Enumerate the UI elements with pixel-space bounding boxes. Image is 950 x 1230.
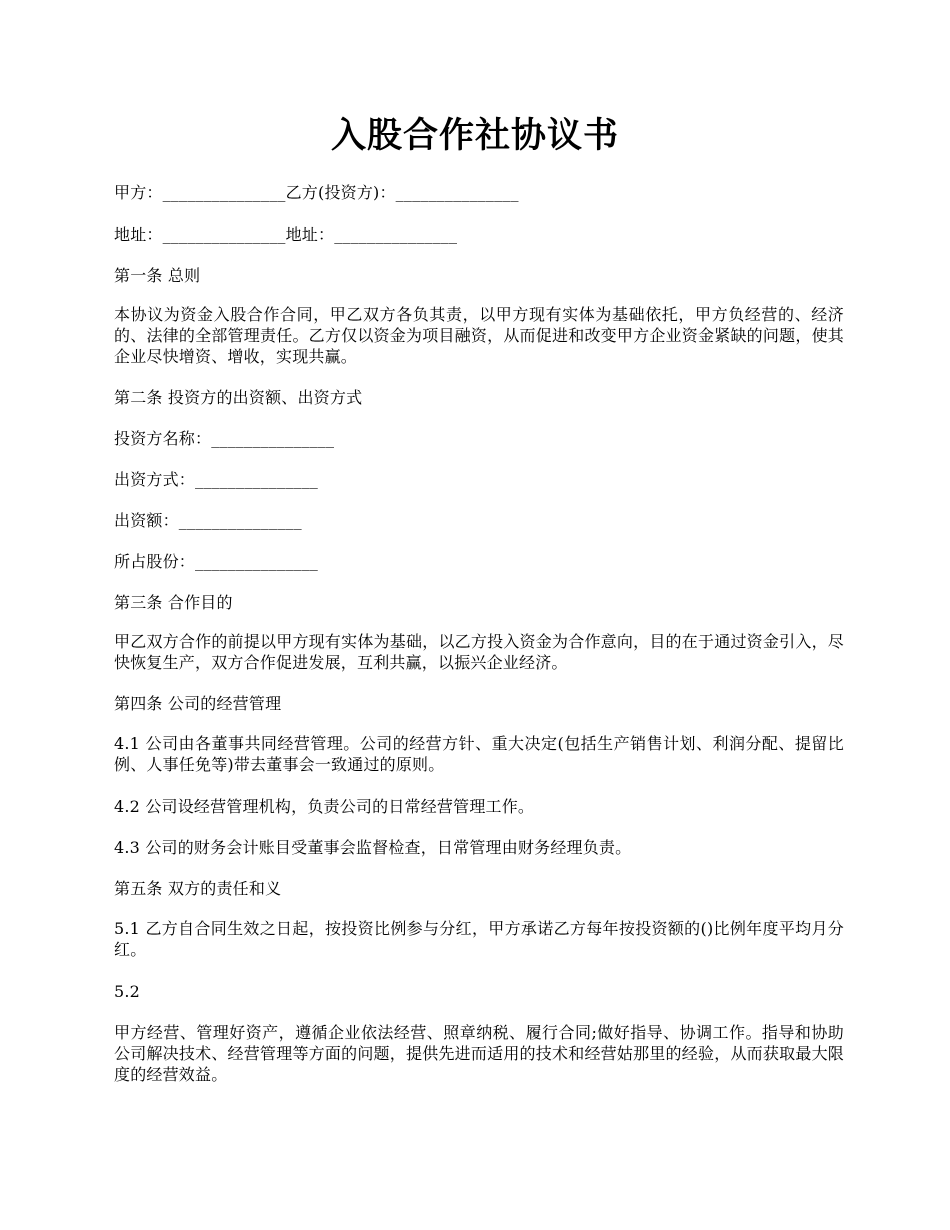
clause-5-1: 5.1 乙方自合同生效之日起，按投资比例参与分红，甲方承诺乙方每年按投资额的()比例年度平均月分红。 xyxy=(114,919,844,959)
article-2-heading: 第二条 投资方的出资额、出资方式 xyxy=(114,388,363,407)
address-line: 地址：_______________地址：_______________ xyxy=(114,225,458,244)
party-a-b-line: 甲方：_______________乙方(投资方)：_______________ xyxy=(114,183,519,202)
clause-4-1: 4.1 公司由各董事共同经营管理。公司的经营方针、重大决定(包括生产销售计划、利润分配、提留比例、人事任免等)带去董事会一致通过的原则。 xyxy=(114,734,844,774)
contribution-amount-line: 出资额：_______________ xyxy=(114,511,302,530)
clause-4-3: 4.3 公司的财务会计账目受董事会监督检查，日常管理由财务经理负责。 xyxy=(114,838,632,857)
document-title: 入股合作社协议书 xyxy=(330,116,619,156)
article-1-heading: 第一条 总则 xyxy=(114,266,201,285)
clause-5-2-body: 甲方经营、管理好资产，遵循企业依法经营、照章纳税、履行合同;做好指导、协调工作。指导和协助公司解决技术、经营管理等方面的问题，提供先进而适用的技术和经营姑那里的经验，从而获取最大限度的经营效益。 xyxy=(114,1023,844,1084)
clause-4-2: 4.2 公司设经营管理机构，负责公司的日常经营管理工作。 xyxy=(114,797,535,816)
contribution-method-line: 出资方式：_______________ xyxy=(114,470,319,489)
investor-name-line: 投资方名称：_______________ xyxy=(114,429,335,448)
article-5-heading: 第五条 双方的责任和义 xyxy=(114,879,282,898)
clause-5-2-number: 5.2 xyxy=(114,982,141,1001)
article-3-body: 甲乙双方合作的前提以甲方现有实体为基础，以乙方投入资金为合作意向，目的在于通过资金引入，尽快恢复生产，双方合作促进发展，互利共赢，以振兴企业经济。 xyxy=(114,632,844,672)
article-1-body: 本协议为资金入股合作合同，甲乙双方各负其责，以甲方现有实体为基础依托，甲方负经营的、经济的、法律的全部管理责任。乙方仅以资金为项目融资，从而促进和改变甲方企业资金紧缺的问题，使其企业尽快增资、增收，实现共赢。 xyxy=(114,305,844,366)
article-4-heading: 第四条 公司的经营管理 xyxy=(114,694,282,713)
share-percentage-line: 所占股份：_______________ xyxy=(114,552,319,571)
article-3-heading: 第三条 合作目的 xyxy=(114,593,233,612)
